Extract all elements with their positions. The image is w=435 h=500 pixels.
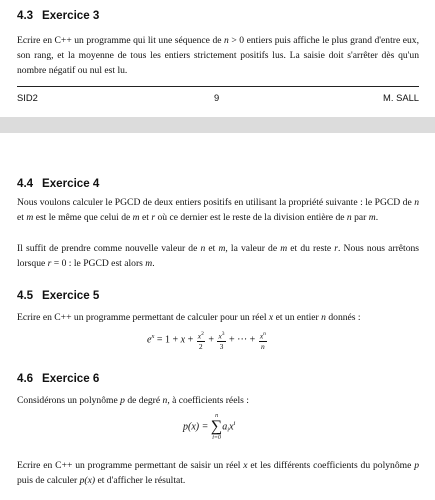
text-run: , à coefficients réels : bbox=[167, 395, 249, 406]
math-var: p bbox=[120, 395, 125, 406]
fraction bbox=[217, 330, 225, 351]
text-run: Il suffit de prendre comme nouvelle valeur de bbox=[17, 243, 198, 254]
math-exponent: 2 bbox=[201, 331, 204, 337]
fraction bbox=[259, 330, 267, 351]
math-op: + bbox=[185, 334, 196, 346]
text-run: . Nous nous arrêtons lorsque bbox=[17, 243, 420, 269]
math-var: x bbox=[259, 331, 264, 341]
text-run: et bbox=[208, 243, 216, 254]
exercise-6-text-1 bbox=[17, 393, 419, 408]
exponential-series-formula bbox=[147, 330, 268, 351]
math-var: x bbox=[243, 460, 248, 471]
fraction bbox=[197, 330, 205, 351]
math-var: r bbox=[334, 243, 339, 254]
exercise-5-heading bbox=[17, 289, 99, 302]
math-var: n bbox=[414, 197, 419, 208]
math-var: x bbox=[268, 312, 274, 323]
exercise-4-text-2 bbox=[17, 241, 419, 271]
section-title: Exercice 5 bbox=[42, 289, 100, 302]
text-run: où ce dernier est le reste de la division entière de bbox=[157, 212, 345, 223]
math-var: x bbox=[218, 331, 222, 341]
sigma-symbol: ∑ bbox=[210, 418, 223, 435]
section-title: Exercice 6 bbox=[42, 372, 100, 385]
section-title: Exercice 4 bbox=[42, 177, 100, 190]
math-exponent: i bbox=[233, 419, 236, 427]
section-number: 4.5 bbox=[17, 289, 34, 302]
math-expression: p(x) bbox=[79, 475, 96, 486]
text-run: donnés : bbox=[328, 312, 361, 323]
fraction-denominator: 2 bbox=[198, 341, 203, 351]
page-1 bbox=[0, 0, 435, 108]
math-var: m bbox=[368, 212, 376, 223]
section-number: 4.6 bbox=[17, 372, 34, 385]
sum-lower-limit: i=0 bbox=[212, 435, 221, 441]
text-run: puis de calculer bbox=[17, 475, 78, 486]
math-var: e bbox=[147, 334, 152, 346]
math-var: m bbox=[280, 243, 288, 254]
text-run: et d'afficher le résultat. bbox=[97, 475, 186, 486]
math-var: r bbox=[47, 258, 52, 269]
math-op: + bbox=[205, 334, 217, 346]
math-op: + ··· + bbox=[226, 334, 258, 346]
math-var: a bbox=[222, 421, 228, 433]
math-var: n bbox=[162, 395, 168, 406]
math-var: p bbox=[414, 460, 420, 471]
summation bbox=[211, 412, 222, 442]
math-var: m bbox=[26, 212, 34, 223]
math-exponent: n bbox=[263, 331, 266, 337]
math-var: n bbox=[346, 212, 352, 223]
math-var: x bbox=[180, 334, 186, 346]
math-var: n bbox=[224, 35, 229, 46]
sum-upper-limit: n bbox=[215, 413, 219, 419]
text-run: est le même que celui de bbox=[35, 212, 131, 223]
exercise-5-text bbox=[17, 310, 419, 325]
text-run: Considérons un polynôme bbox=[17, 395, 118, 406]
text-run: entiers puis affiche le plus grand d'entre eux, son rang, et la moyenne de tous les entiers strictement positifs lus. La saisie doit s'arrêter dès qu'un nombre négatif ou nul est lu. bbox=[17, 35, 419, 76]
math-op: = 0 bbox=[51, 258, 67, 269]
math-var: m bbox=[132, 212, 140, 223]
page-2 bbox=[0, 168, 435, 500]
math-var: m bbox=[145, 258, 153, 269]
text-run: et les différents coefficients du polynôme bbox=[250, 460, 412, 471]
text-run: , la valeur de bbox=[225, 243, 278, 254]
text-run: par bbox=[354, 212, 367, 223]
math-var: m bbox=[218, 243, 226, 254]
footer-author: M. SALL bbox=[383, 92, 419, 103]
text-run: et bbox=[142, 212, 149, 223]
math-exponent: 3 bbox=[221, 331, 225, 337]
text-run: et un entier bbox=[275, 312, 319, 323]
section-number: 4.3 bbox=[17, 9, 34, 22]
math-subscript: i bbox=[227, 426, 230, 434]
math-exponent: x bbox=[151, 333, 155, 341]
exercise-6-heading bbox=[17, 372, 99, 385]
math-var: x bbox=[197, 331, 202, 341]
text-run: : le PGCD est alors bbox=[66, 258, 143, 269]
text-run: et du reste bbox=[290, 243, 332, 254]
exercise-4-text-1 bbox=[17, 195, 419, 225]
exercise-6-text-2 bbox=[17, 458, 419, 488]
text-run: Ecrire en C++ un programme permettant de calculer pour un réel bbox=[17, 312, 267, 323]
text-run: Ecrire en C++ un programme qui lit une séquence de bbox=[17, 35, 222, 46]
footer-left: SID2 bbox=[17, 92, 38, 103]
math-op: > 0 bbox=[228, 35, 245, 46]
text-run: et bbox=[17, 212, 24, 223]
polynomial-formula bbox=[183, 412, 235, 442]
math-var: n bbox=[200, 243, 206, 254]
text-run: Nous voulons calculer le PGCD de deux entiers positifs en utilisant la propriété suivante : le PGCD de bbox=[17, 197, 412, 208]
math-var: r bbox=[151, 212, 156, 223]
page-number: 9 bbox=[214, 92, 220, 103]
text-run: . bbox=[375, 212, 379, 223]
text-run: Ecrire en C++ un programme permettant de saisir un réel bbox=[17, 460, 241, 471]
math-op: = 1 + bbox=[154, 334, 181, 346]
footer-rule bbox=[17, 86, 419, 87]
text-run: . bbox=[152, 258, 155, 269]
exercise-3-text bbox=[17, 33, 419, 78]
section-number: 4.4 bbox=[17, 177, 34, 190]
math-var: x bbox=[229, 421, 234, 433]
fraction-denominator: 3 bbox=[219, 341, 224, 351]
fraction-denominator: n bbox=[261, 341, 265, 351]
exercise-4-heading bbox=[17, 177, 99, 190]
math-var: n bbox=[321, 312, 326, 323]
section-title: Exercice 3 bbox=[42, 9, 100, 22]
exercise-3-heading bbox=[17, 9, 99, 22]
math-expression: p(x) = bbox=[183, 421, 211, 433]
text-run: de degré bbox=[127, 395, 161, 406]
page-separator bbox=[0, 117, 435, 133]
